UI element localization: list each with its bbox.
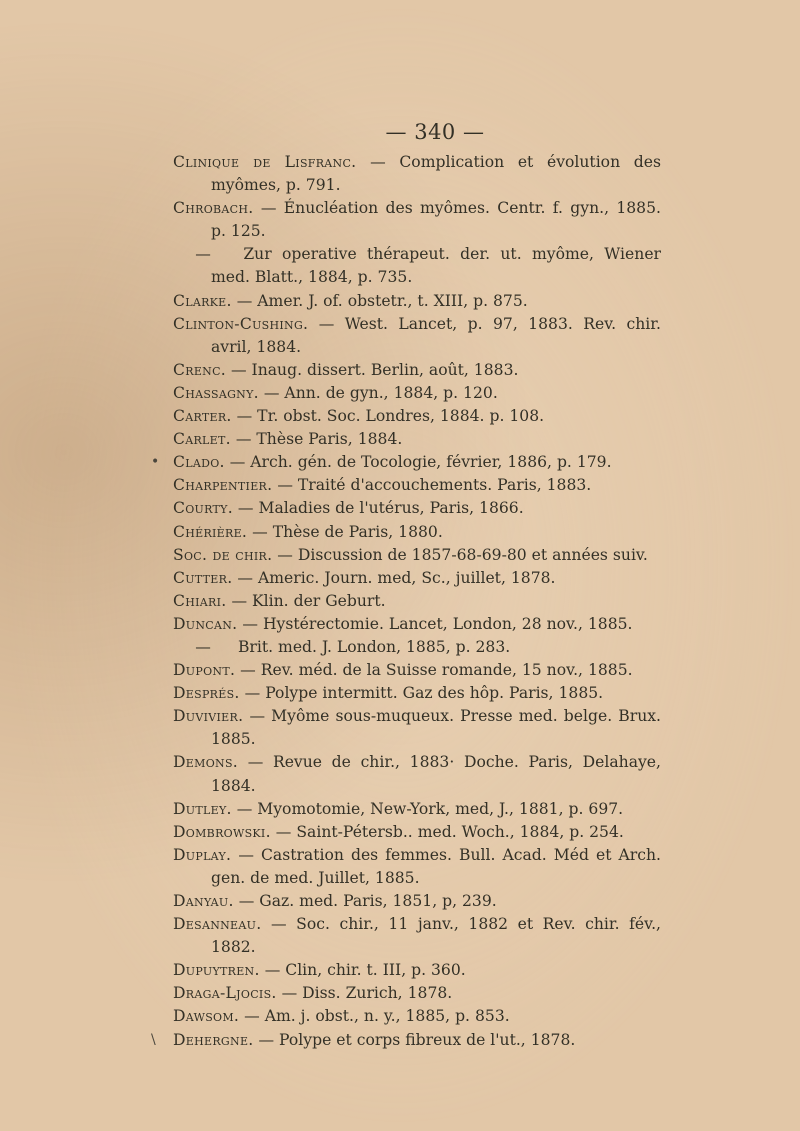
entry-author: Courty. [173, 499, 233, 518]
entry-citation: — Complication et évolution des myômes, p. 791. [211, 153, 661, 195]
entry-author: Danyau. [173, 892, 234, 910]
entry-author: Chiari. [173, 591, 227, 610]
entry-text [173, 290, 661, 313]
entry-author: — [195, 245, 211, 264]
entry-author: Duplay. [173, 845, 232, 864]
bibliography-list [151, 151, 661, 1052]
bibliography-entry [173, 821, 661, 844]
entry-text [173, 382, 661, 405]
bibliography-entry [173, 590, 661, 613]
entry-citation: — Thèse Paris, 1884. [230, 430, 403, 449]
bibliography-entry [173, 705, 661, 751]
bibliography-entry [173, 959, 661, 982]
bibliography-entry [173, 382, 661, 405]
entry-citation: — Arch. gén. de Tocologie, février, 1886, p. 179. [224, 453, 612, 472]
page-number: — 340 — [385, 120, 485, 144]
entry-citation: — Polype et corps fibreux de l'ut., 1878. [253, 1030, 576, 1049]
entry-citation: — Castration des femmes. Bull. Acad. Méd et Arch. gen. de med. Juillet, 1885. [211, 845, 661, 887]
entry-text [173, 821, 661, 844]
bibliography-entry [173, 497, 661, 520]
entry-author: Dehergne. [173, 1030, 254, 1049]
bibliography-entry [173, 890, 661, 913]
entry-text [173, 844, 661, 890]
entry-citation: Zur operative thérapeut. der. ut. myôme, Wiener med. Blatt., 1884, p. 735. [211, 245, 661, 287]
bibliography-entry [151, 451, 661, 474]
entry-citation: — West. Lancet, p. 97, 1883. Rev. chir. avril, 1884. [211, 314, 661, 356]
bibliography-entry [173, 982, 661, 1005]
bibliography-entry [173, 659, 661, 682]
bibliography-entry [173, 405, 661, 428]
entry-text [173, 243, 661, 289]
bibliography-entry [151, 1029, 661, 1052]
bibliography-entry [173, 544, 661, 567]
entry-citation: Brit. med. J. London, 1885, p. 283. [233, 637, 511, 656]
entry-citation: — Americ. Journ. med, Sc., juillet, 1878. [232, 568, 556, 587]
entry-author: Carter. [173, 407, 232, 426]
margin-mark: \ [151, 1031, 156, 1048]
entry-citation: — Am. j. obst., n. y., 1885, p. 853. [239, 1007, 510, 1026]
entry-citation: — Saint-Pétersb.. med. Woch., 1884, p. 254. [270, 822, 624, 841]
entry-text [173, 1029, 661, 1052]
entry-citation: — Thèse de Paris, 1880. [247, 522, 443, 541]
entry-author: Cutter. [173, 568, 233, 587]
entry-text [173, 798, 661, 821]
entry-author: Clinique de Lisfranc. [173, 153, 357, 171]
entry-citation: — Myôme sous-muqueux. Presse med. belge. Brux. 1885. [211, 707, 661, 749]
bibliography-entry [173, 290, 661, 313]
entry-citation: — Maladies de l'utérus, Paris, 1866. [232, 499, 524, 518]
entry-text [173, 613, 661, 636]
entry-text [173, 659, 661, 682]
entry-text [173, 590, 661, 613]
bibliography-entry [173, 1005, 661, 1028]
entry-text [173, 451, 661, 474]
entry-text [173, 959, 661, 982]
entry-citation: — Énucléation des myômes. Centr. f. gyn., 1885. p. 125. [211, 199, 661, 241]
entry-text [173, 428, 661, 451]
entry-citation: — Polype intermitt. Gaz des hôp. Paris, 1885. [239, 684, 604, 703]
entry-author: Charpentier. [173, 476, 273, 495]
entry-citation: — Tr. obst. Soc. Londres, 1884. p. 108. [231, 407, 545, 426]
entry-text [173, 359, 661, 382]
entry-text [173, 705, 661, 751]
entry-author: Desanneau. [173, 915, 262, 934]
entry-author: Chérière. [173, 522, 248, 541]
entry-citation: — Klin. der Geburt. [226, 591, 386, 610]
entry-author: Dupont. [173, 661, 236, 680]
entry-text [173, 405, 661, 428]
bibliography-entry [173, 197, 661, 243]
entry-text [173, 982, 661, 1005]
bibliography-entry [173, 243, 661, 289]
entry-citation: — Diss. Zurich, 1878. [276, 984, 453, 1003]
bibliography-entry [173, 613, 661, 636]
entry-author: Dombrowski. [173, 822, 271, 841]
entry-text [173, 751, 661, 797]
bibliography-entry [173, 567, 661, 590]
entry-citation: — Amer. J. of. obstetr., t. XIII, p. 875. [231, 291, 528, 310]
entry-author: Dupuytren. [173, 961, 260, 980]
margin-mark: • [151, 454, 160, 471]
entry-citation: — Soc. chir., 11 janv., 1882 et Rev. chir. fév., 1882. [211, 915, 661, 957]
entry-author: Clado. [173, 453, 225, 472]
bibliography-entry [173, 428, 661, 451]
bibliography-entry [173, 521, 661, 544]
entry-citation: — Gaz. med. Paris, 1851, p, 239. [233, 892, 497, 910]
bibliography-entry [173, 913, 661, 959]
entry-author: Demons. [173, 753, 239, 772]
entry-author: Carlet. [173, 430, 231, 449]
entry-text [173, 497, 661, 520]
entry-citation: — Revue de chir., 1883· Doche. Paris, Delahaye, 1884. [211, 753, 661, 795]
entry-text [173, 567, 661, 590]
entry-text [173, 521, 661, 544]
entry-author: Clarke. [173, 291, 232, 310]
entry-author: Clinton-Cushing. [173, 314, 309, 333]
entry-text [173, 636, 661, 659]
entry-author: Chrobach. [173, 199, 254, 218]
entry-author: — [195, 637, 211, 656]
entry-author: Crenc. [173, 360, 227, 379]
entry-text [173, 913, 661, 959]
bibliography-entry [173, 682, 661, 705]
entry-author: Chassagny. [173, 383, 259, 402]
entry-citation: — Clin, chir. t. III, p. 360. [259, 961, 466, 980]
entry-text [173, 474, 661, 497]
bibliography-entry [173, 636, 661, 659]
bibliography-entry [173, 798, 661, 821]
entry-text [173, 1005, 661, 1028]
entry-text [173, 890, 661, 913]
bibliography-entry [173, 751, 661, 797]
entry-citation: — Traité d'accouchements. Paris, 1883. [272, 476, 592, 495]
entry-author: Duncan. [173, 614, 238, 633]
entry-text [173, 151, 661, 197]
bibliography-entry [173, 844, 661, 890]
entry-author: Draga-Ljocis. [173, 984, 277, 1003]
entry-citation: — Hystérectomie. Lancet, London, 28 nov., 1885. [237, 614, 633, 633]
bibliography-entry [173, 474, 661, 497]
entry-text [173, 544, 661, 567]
entry-citation: — Rev. méd. de la Suisse romande, 15 nov., 1885. [235, 661, 633, 680]
entry-author: Dutley. [173, 799, 232, 818]
entry-text [173, 313, 661, 359]
entry-citation: — Inaug. dissert. Berlin, août, 1883. [226, 360, 519, 379]
entry-author: Soc. de chir. [173, 545, 273, 564]
entry-text [173, 682, 661, 705]
entry-author: Dawsom. [173, 1007, 240, 1026]
entry-citation: — Ann. de gyn., 1884, p. 120. [258, 383, 498, 402]
entry-author: Duvivier. [173, 707, 244, 726]
entry-citation: — Discussion de 1857-68-69-80 et années suiv. [272, 545, 648, 564]
bibliography-entry [173, 313, 661, 359]
bibliography-entry [173, 359, 661, 382]
entry-text [173, 197, 661, 243]
bibliography-entry [173, 151, 661, 197]
entry-citation: — Myomotomie, New-York, med, J., 1881, p. 697. [231, 799, 624, 818]
entry-author: Després. [173, 684, 240, 703]
